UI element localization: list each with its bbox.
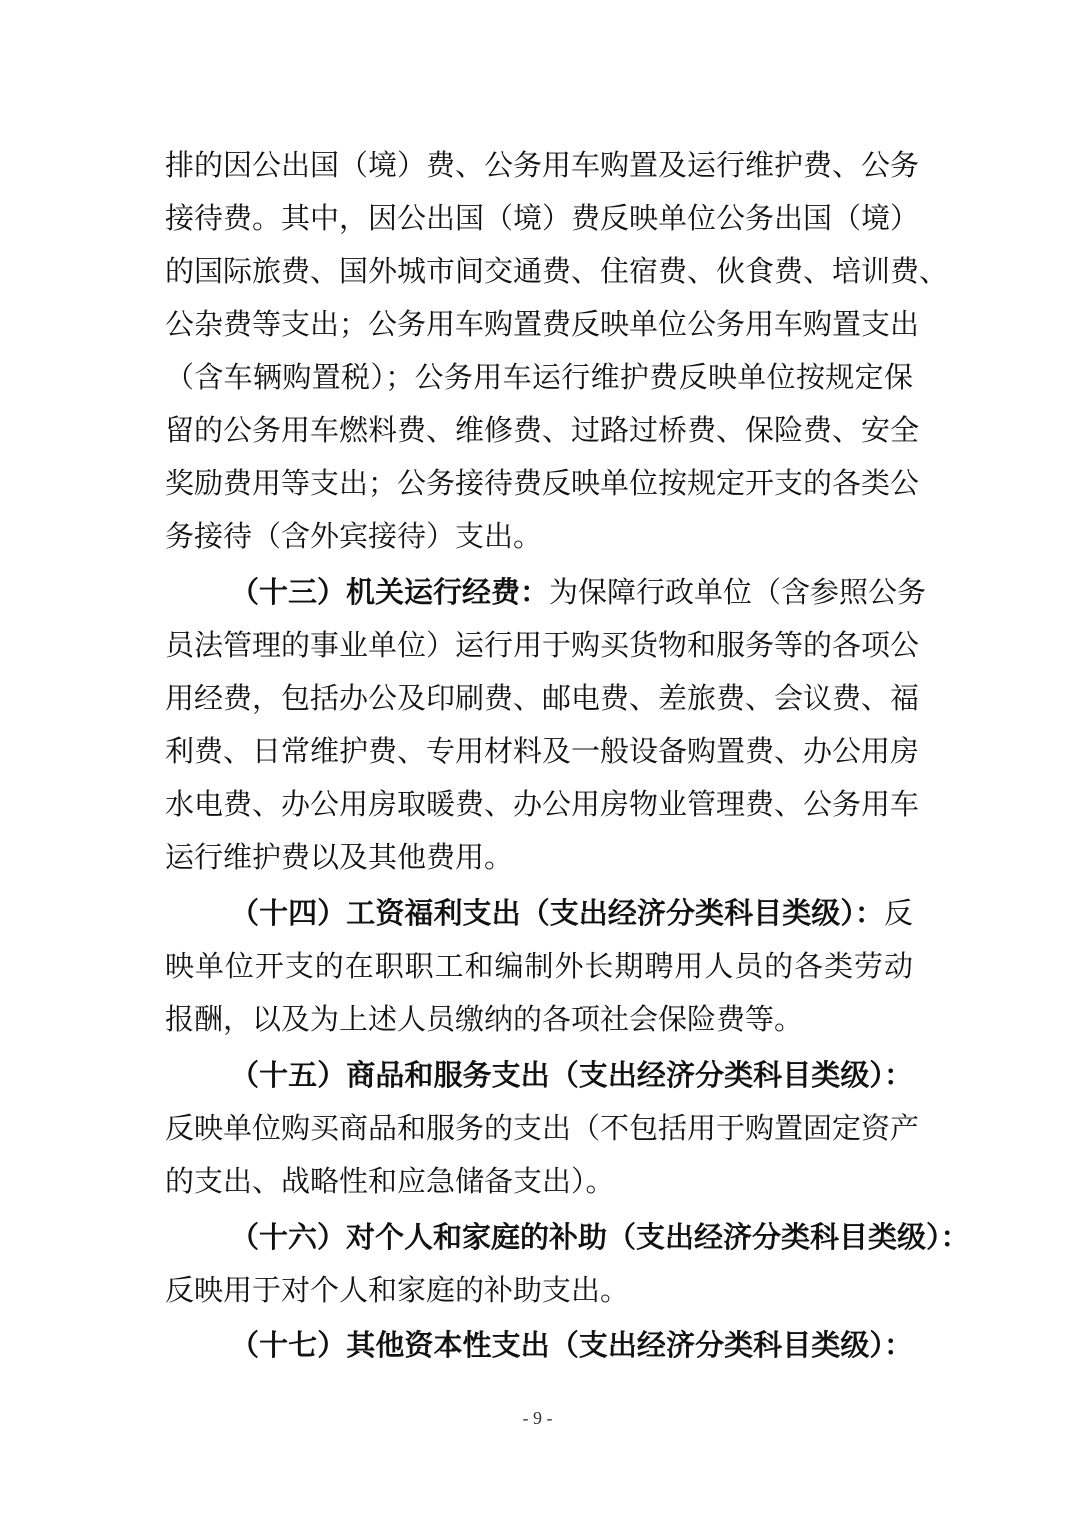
body-text-line: 反映用于对个人和家庭的补助支出。 [165, 1273, 630, 1307]
body-text: 为保障行政单位（含参照公务 [549, 575, 927, 609]
page-number: - 9 - [522, 1408, 553, 1428]
body-text-line: 水电费、办公用房取暖费、办公用房物业管理费、公务用车 [165, 787, 920, 821]
body-text-line: 利费、日常维护费、专用材料及一般设备购置费、办公用房 [165, 734, 920, 768]
body-text-line: 运行维护费以及其他费用。 [165, 840, 514, 874]
body-text-line: 的支出、战略性和应急储备支出）。 [165, 1164, 615, 1198]
section-heading: （十三）机关运行经费： [230, 575, 550, 609]
section-heading: （十六）对个人和家庭的补助（支出经济分类科目类级）： [230, 1220, 970, 1254]
body-text-line: 映单位开支的在职职工和编制外长期聘用人员的各类劳动 [165, 949, 913, 983]
paragraph-first-line [230, 886, 913, 940]
body-text-line: 公杂费等支出；公务用车购置费反映单位公务用车购置支出 [165, 307, 920, 341]
section-heading: （十七）其他资本性支出（支出经济分类科目类级）： [230, 1328, 913, 1362]
body-text-line: （含车辆购置税）；公务用车运行维护费反映单位按规定保 [165, 360, 913, 394]
paragraph-first-line [230, 565, 927, 619]
body-text-line: 用经费，包括办公及印刷费、邮电费、差旅费、会议费、福 [165, 681, 920, 715]
body-text-line: 反映单位购买商品和服务的支出（不包括用于购置固定资产 [165, 1111, 920, 1145]
section-heading: （十四）工资福利支出（支出经济分类科目类级）： [230, 896, 884, 930]
body-text-line: 报酬，以及为上述人员缴纳的各项社会保险费等。 [165, 1002, 804, 1036]
body-text: 反 [883, 896, 913, 930]
body-text-line: 排的因公出国（境）费、公务用车购置及运行维护费、公务 [165, 148, 920, 182]
body-text-line: 的国际旅费、国外城市间交通费、住宿费、伙食费、培训费、 [165, 254, 949, 288]
body-text-line: 奖励费用等支出；公务接待费反映单位按规定开支的各类公 [165, 466, 920, 500]
body-text-line: 接待费。其中，因公出国（境）费反映单位公务出国（境） [165, 201, 920, 235]
body-text-line: 务接待（含外宾接待）支出。 [165, 519, 543, 553]
section-heading: （十五）商品和服务支出（支出经济分类科目类级）： [230, 1058, 913, 1092]
body-text-line: 留的公务用车燃料费、维修费、过路过桥费、保险费、安全 [165, 413, 920, 447]
body-text-line: 员法管理的事业单位）运行用于购买货物和服务等的各项公 [165, 628, 920, 662]
